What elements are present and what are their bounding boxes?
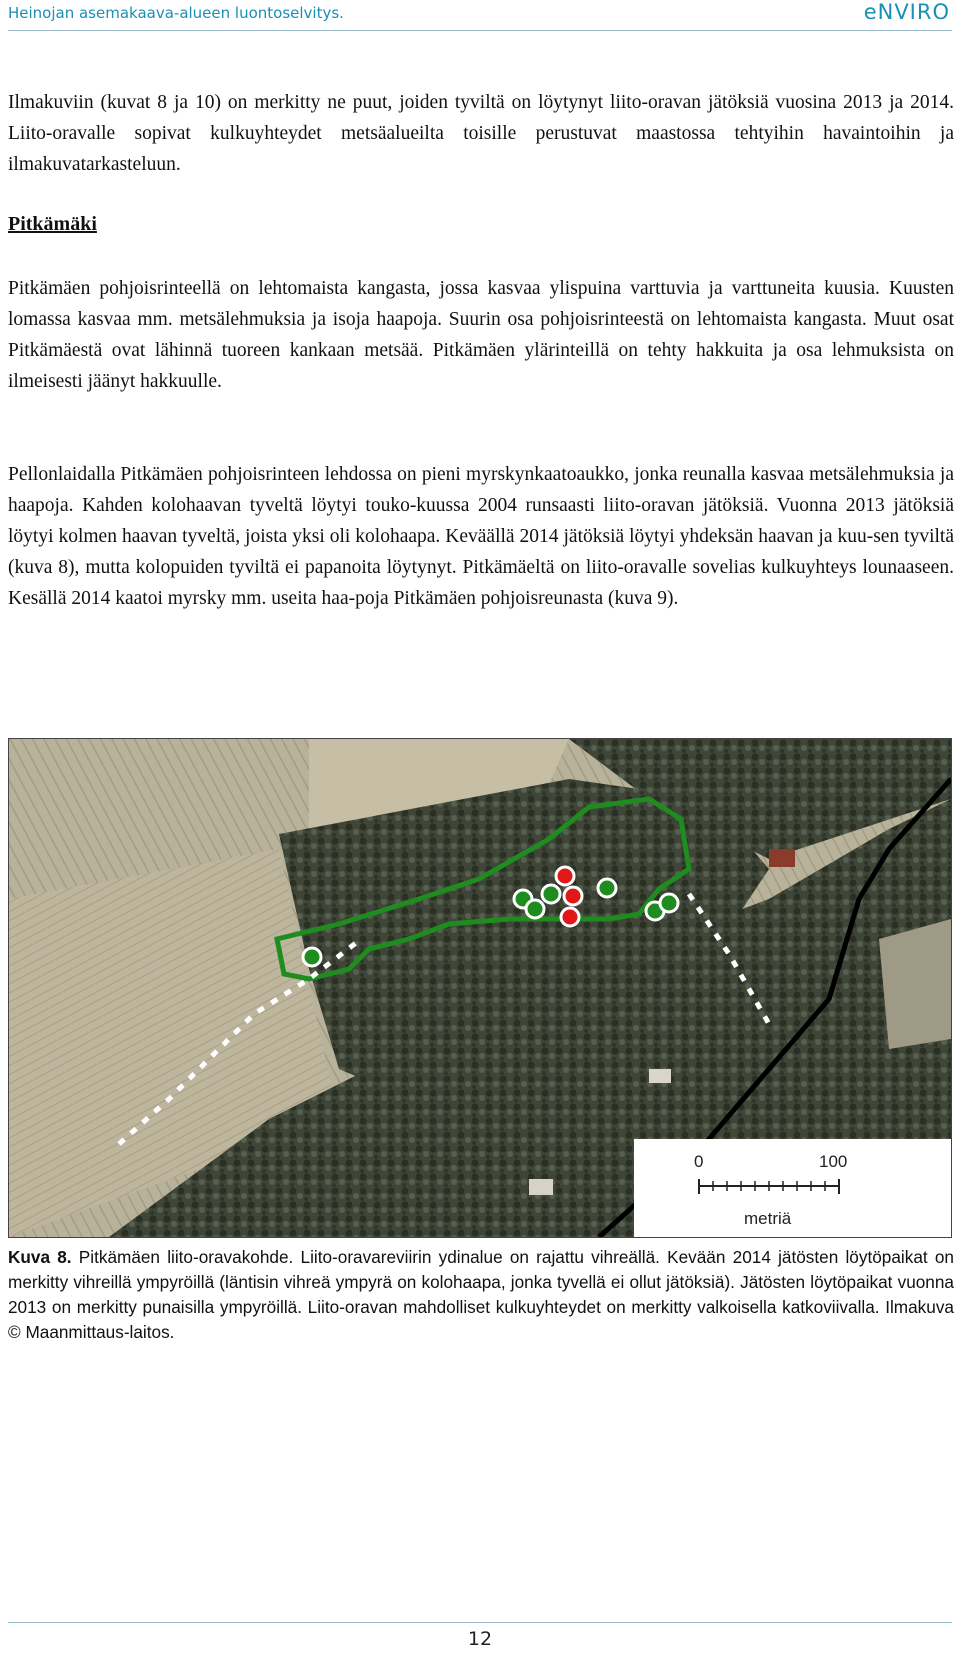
pitkamaki-paragraph-1: Pitkämäen pohjoisrinteellä on lehtomaista kangasta, jossa kasvaa ylispuina varttuvia ja varttuneita kuusia. Kuusten lomassa kasvaa mm. metsälehmuksia ja isoja haapoja. Suurin osa pohjoisrinteestä on lehtomaista kangasta. Muut osat Pitkämäestä ovat lähinnä tuoreen kankaan metsää. Pitkämäen ylärinteillä on tehty hakkuita ja osa lehmuksista on ilmeisesti jäänyt hakkuulle.: [8, 278, 954, 392]
find-2014-marker: [526, 900, 544, 918]
scale-unit-label: metriä: [744, 1209, 792, 1228]
find-2014-marker: [660, 894, 678, 912]
intro-paragraph: Ilmakuviin (kuvat 8 ja 10) on merkitty ne puut, joiden tyviltä on löytynyt liito-oravan jätöksiä vuosina 2013 ja 2014. Liito-oravalle sopivat kulkuyhteydet metsäalueilta toisille perustuvat maastossa tehtyihin havaintoihin ja ilmakuvatarkasteluun.: [8, 92, 954, 175]
scale-label-max: 100: [819, 1152, 848, 1171]
header-divider: [8, 30, 952, 31]
find-2014-marker: [542, 885, 560, 903]
page-number: 12: [467, 1628, 493, 1650]
find-2014-marker: [303, 948, 321, 966]
enviro-logo: eNVIRO: [863, 0, 950, 24]
find-2013-marker: [556, 867, 574, 885]
building-roof: [529, 1179, 553, 1195]
find-2013-marker: [561, 908, 579, 926]
find-2013-marker: [564, 887, 582, 905]
find-2014-marker: [598, 879, 616, 897]
section-heading: Pitkämäki: [8, 213, 97, 235]
building-roof: [769, 849, 795, 867]
figure-caption-text: Pitkämäen liito-oravakohde. Liito-oravareviirin ydinalue on rajattu vihreällä. Kevään 2014 jätösten löytöpaikat on merkitty vihreillä ympyröillä (läntisin vihreä ympyrä on kolohaapa, jonka tyvellä ei ollut jätöksiä). Jätösten löytöpaikat vuonna 2013 on merkitty punaisilla ympyröillä. Liito-oravan mahdolliset kulkuyhteydet on merkitty valkoisella katkoviivalla. Ilmakuva © Maanmittaus-laitos.: [8, 1247, 954, 1342]
building-roof: [649, 1069, 671, 1083]
figure-caption: [8, 1245, 954, 1345]
scale-bar-box: [634, 1139, 951, 1237]
scale-label-zero: 0: [694, 1152, 704, 1171]
figure-caption-label: Kuva 8.: [8, 1247, 72, 1267]
footer-divider: [8, 1622, 952, 1623]
aerial-map-figure: [8, 738, 952, 1238]
document-header-title: Heinojan asemakaava-alueen luontoselvitys.: [8, 4, 344, 22]
pitkamaki-paragraph-2: Pellonlaidalla Pitkämäen pohjoisrinteen lehdossa on pieni myrskynkaatoaukko, jonka reunalla kasvaa metsälehmuksia ja haapoja. Kahden kolohaavan tyveltä löytyi touko-kuussa 2004 runsaasti liito-oravan jätöksiä. Vuonna 2013 jätöksiä löytyi kolmen haavan tyveltä, joista yksi oli kolohaapa. Keväällä 2014 jätöksiä löytyi yhdeksän haavan ja kuu-sen tyviltä (kuva 8), mutta kolopuiden tyviltä ei papanoita löytynyt. Pitkämäeltä on liito-oravalle sovelias kulkuyhteys lounaaseen. Kesällä 2014 kaatoi myrsky mm. useita haa-poja Pitkämäen pohjoisreunasta (kuva 9).: [8, 464, 954, 609]
aerial-map: [9, 739, 951, 1237]
